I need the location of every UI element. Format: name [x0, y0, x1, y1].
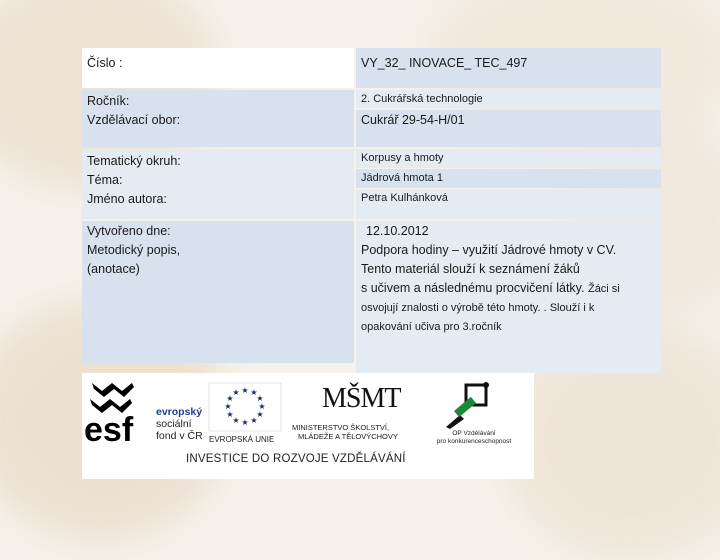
vytvoreno-popis-value-cell [356, 221, 661, 373]
cislo-label-cell [82, 48, 354, 88]
autor-value: Petra Kulhánková [361, 192, 448, 204]
tema-label: Téma: [87, 173, 123, 187]
okruh-tema-autor-label-cell [82, 149, 354, 219]
popis-line: opakování učiva pro 3.ročník [361, 321, 502, 333]
svg-text:★: ★ [226, 394, 234, 403]
opvk-pencil-icon [442, 381, 502, 429]
esf-mark: esf [84, 411, 134, 443]
rocnik-value-cell [356, 90, 661, 108]
svg-text:★: ★ [250, 416, 258, 425]
autor-label: Jméno autora: [87, 192, 167, 206]
rocnik-value: 2. Cukrářská technologie [361, 93, 483, 105]
svg-text:★: ★ [258, 402, 266, 411]
msmt-text: MINISTERSTVO ŠKOLSTVÍ, MLÁDEŽE A TĚLOVÝCHOVY [292, 423, 398, 441]
svg-text:★: ★ [232, 388, 240, 397]
eu-caption: EVROPSKÁ UNIE [209, 435, 275, 444]
cislo-value-cell [356, 48, 661, 88]
svg-text:★: ★ [250, 388, 258, 397]
svg-text:★: ★ [241, 418, 249, 427]
cislo-value: VY_32_ INOVACE_ TEC_497 [361, 56, 528, 70]
msmt-logo [292, 379, 412, 449]
esf-text: evropský sociální fond v ČR [156, 406, 203, 442]
okruh-value-cell [356, 149, 661, 168]
svg-text:★: ★ [256, 410, 264, 419]
svg-text:★: ★ [241, 386, 249, 395]
okruh-value: Korpusy a hmoty [361, 152, 444, 164]
opvk-logo [422, 381, 527, 451]
rocnik-label: Ročník: [87, 94, 130, 108]
popis-label: Metodický popis, [87, 243, 181, 257]
popis-label-anotace: (anotace) [87, 262, 140, 276]
logo-banner [82, 373, 534, 479]
vytvoreno-value: 12.10.2012 [366, 224, 429, 238]
popis-line: Podpora hodiny – využití Jádrové hmoty v CV. [361, 243, 617, 257]
obor-value: Cukrář 29-54-H/01 [361, 113, 465, 127]
svg-text:★: ★ [232, 416, 240, 425]
obor-label: Vzdělávací obor: [87, 113, 181, 127]
popis-line: Tento materiál slouží k seznámení žáků [361, 262, 580, 276]
obor-value-cell [356, 110, 661, 147]
popis-line-3: s učivem a následnému procvičení látky. Žáci si [361, 281, 620, 295]
eu-stars-icon [207, 381, 283, 433]
autor-value-cell [356, 189, 661, 219]
tema-value-cell [356, 169, 661, 188]
msmt-mark: MŠMT [322, 383, 401, 414]
okruh-label: Tematický okruh: [87, 154, 181, 168]
vytvoreno-popis-label-cell [82, 221, 354, 363]
popis-line: osvojují znalosti o výrobě této hmoty. . Slouží i k [361, 302, 595, 314]
banner-slogan: INVESTICE DO ROZVOJE VZDĚLÁVÁNÍ [186, 453, 406, 465]
tema-value: Jádrová hmota 1 [361, 172, 443, 184]
eu-logo [207, 381, 289, 449]
svg-text:★: ★ [256, 394, 264, 403]
svg-text:★: ★ [226, 410, 234, 419]
esf-mark-icon [84, 381, 154, 443]
vytvoreno-label: Vytvořeno dne: [87, 224, 171, 238]
cislo-label: Číslo : [87, 56, 123, 70]
opvk-text: OP Vzdělávání pro konkurenceschopnost [436, 430, 512, 445]
rocnik-obor-label-cell [82, 90, 354, 147]
esf-logo [84, 381, 214, 445]
svg-text:★: ★ [224, 402, 232, 411]
